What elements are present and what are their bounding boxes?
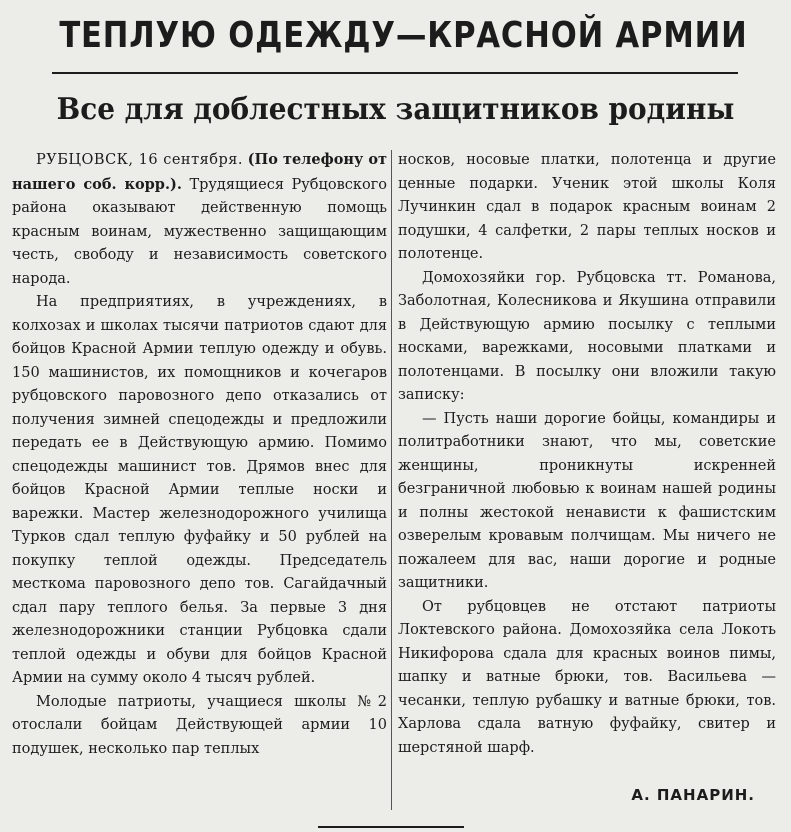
quoted-note: — Пусть наши дорогие бойцы, командиры и политработники знают, что мы, советские женщины, проникнуты искренней безграничной любовью к воинам нашей родины и полны жестокой ненависти к фашистским озверелым кровавым полчищам. Мы ничего не пожалеем для вас, наши дорогие и родные защитники. [398, 410, 776, 591]
article-paragraph: Домохозяйки гор. Рубцовска тт. Романова, Заболотная, Колесникова и Якушина отправили в Действующую армию посылку с теплыми носками, варежками, носовыми платками и полотенцами. В посылку они вложили такую записку: [398, 269, 776, 403]
dateline: РУБЦОВСК, 16 сентября. [36, 152, 244, 168]
bottom-rule [318, 826, 464, 828]
article-paragraph [12, 148, 387, 291]
author-signature: А. ПАНАРИН. [631, 786, 755, 804]
article-paragraph: На предприятиях, в учреждениях, в колхозах и школах тысячи патриотов сдают для бойцов Красной Армии теплую одежду и обувь. 150 машинистов, их помощников и кочегаров рубцовского паровозного депо отказались от получения зимней спецодежды и предложили передать ее в Действующую армию. Помимо спецодежды машинист тов. Дрямов внес для бойцов Красной Армии теплые носки и варежки. Мастер железнодорожного училища Турков сдал теплую фуфайку и 50 рублей на покупку теплой одежды. Председатель месткома паровозного депо тов. Сагайдачный сдал пару теплого белья. За первые 3 дня железнодорожники станции Рубцовка сдали теплой одежды и обуви для бойцов Красной Армии на сумму около 4 тысяч рублей. [12, 294, 387, 686]
article-right-column [398, 149, 776, 760]
article-paragraph: От рубцовцев не отстают патриоты Локтевского района. Домохозяйка села Локоть Никифорова сдала для красных воинов пимы, шапку и ватные брюки, тов. Васильева — чесанки, теплую рубашку и ватные брюки, тов. Харлова сдала ватную фуфайку, свитер и шерстяной шарф. [398, 598, 776, 756]
article-paragraph: Молодые патриоты, учащиеся школы №2 отослали бойцам Действующей армии 10 подушек, несколько пар теплых [12, 693, 387, 757]
headline: ТЕПЛУЮ ОДЕЖДУ—КРАСНОЙ АРМИИ [59, 15, 748, 56]
paragraph-text: Трудящиеся Рубцовского района оказывают действенную помощь красным воинам, мужественно защищающим честь, свободу и независимость советского народа. [12, 176, 387, 287]
headline-rule [52, 72, 738, 74]
column-divider [391, 150, 392, 810]
source-note: (По телефону от нашего соб. корр.). [12, 151, 388, 193]
article-left-column [12, 148, 387, 761]
subheadline: Все для доблестных защитников родины [56, 92, 735, 127]
article-paragraph: носков, носовые платки, полотенца и другие ценные подарки. Ученик этой школы Коля Лучинкин сдал в подарок красным воинам 2 подушки, 4 салфетки, 2 пары теплых носков и полотенце. [398, 152, 776, 262]
